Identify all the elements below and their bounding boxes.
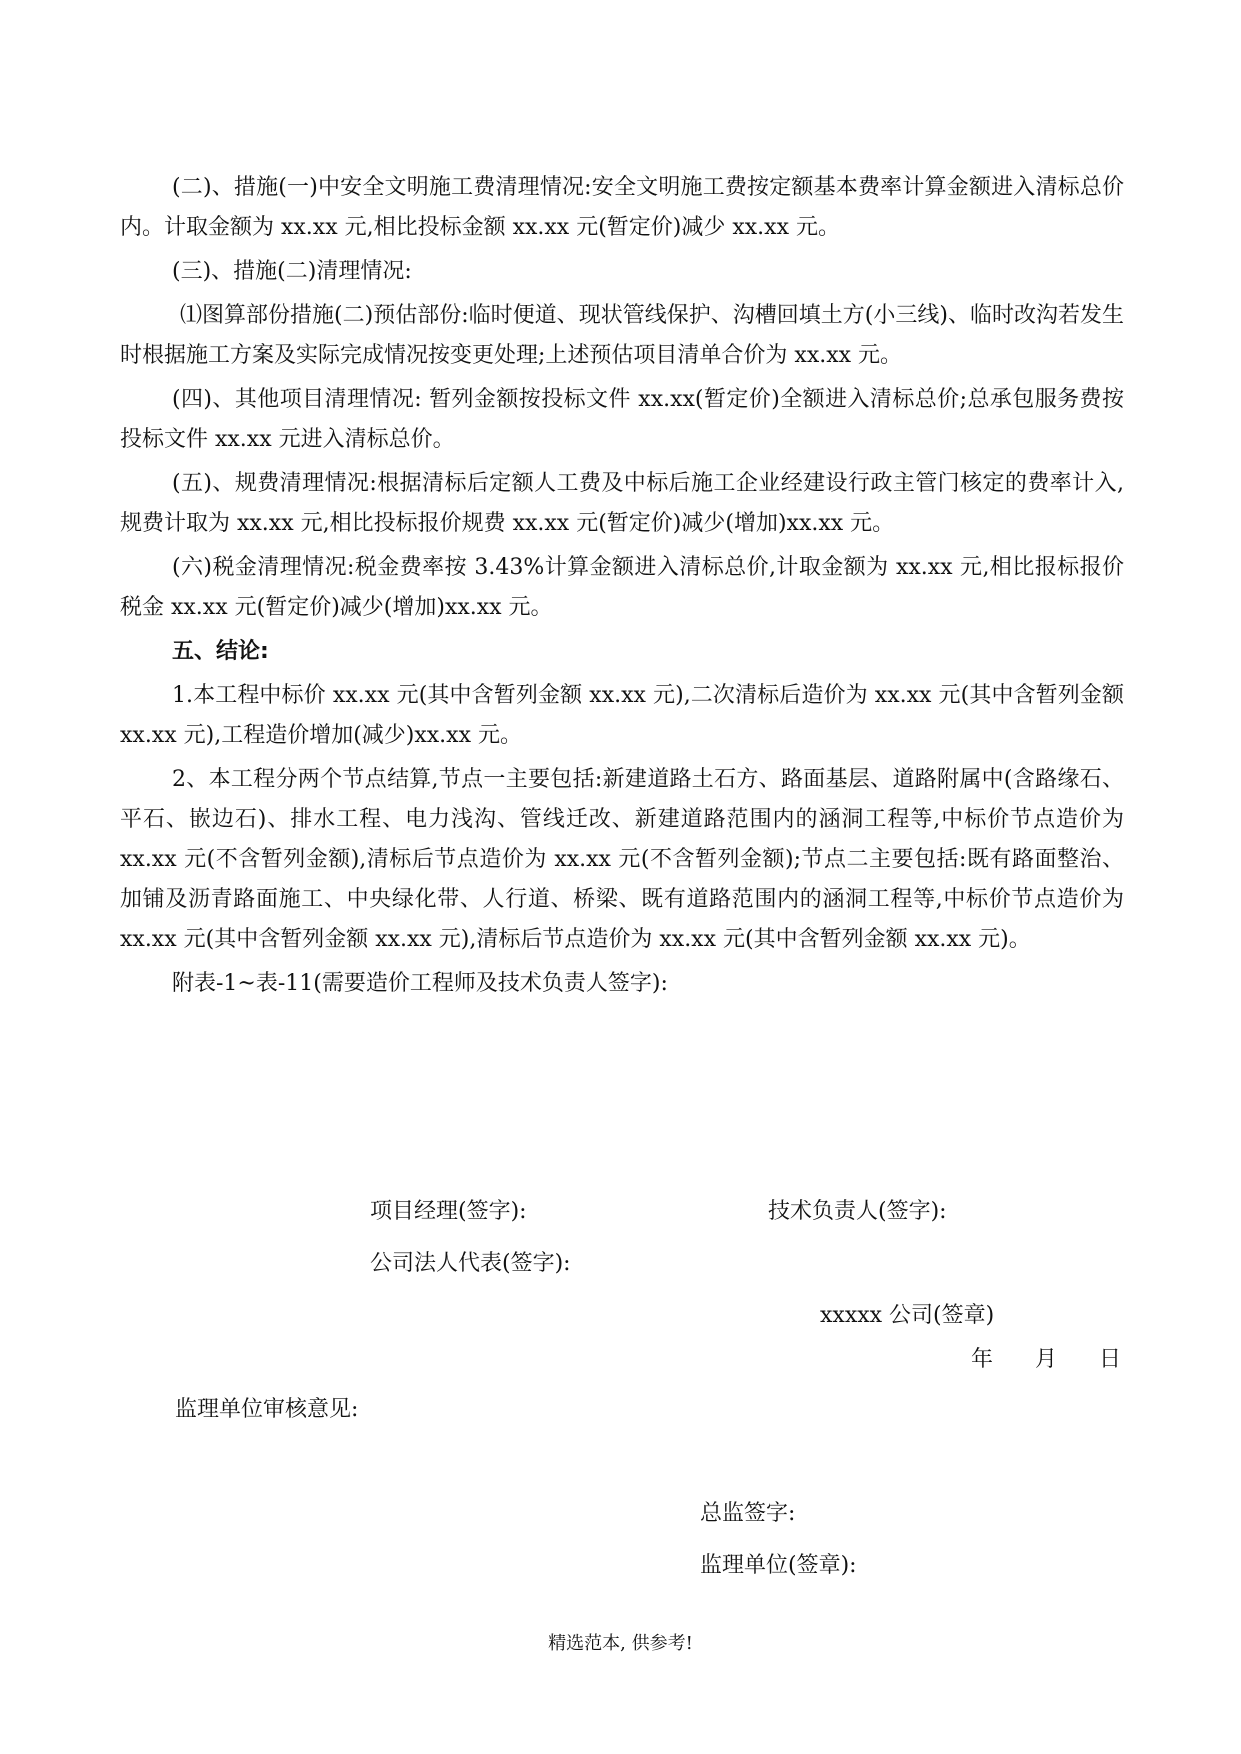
paragraph-regulatory-fees: (五)、规费清理情况:根据清标后定额人工费及中标后施工企业经建设行政主管门核定的费率计入,规费计取为 xx.xx 元,相比投标报价规费 xx.xx 元(暂定价)减少(增加)xx.xx 元。 bbox=[120, 471, 1124, 536]
date-row bbox=[950, 1340, 1142, 1380]
paragraph-tax: (六)税金清理情况:税金费率按 3.43%计算金额进入清标总价,计取金额为 xx.xx 元,相比报标报价税金 xx.xx 元(暂定价)减少(增加)xx.xx 元。 bbox=[120, 555, 1124, 620]
section-heading-conclusion: 五、结论: bbox=[172, 639, 269, 664]
supervision-chief-signature: 总监签字: bbox=[700, 1501, 796, 1526]
company-seal: xxxxx 公司(签章) bbox=[820, 1303, 995, 1328]
signature-legal-rep: 公司法人代表(签字): bbox=[370, 1251, 571, 1276]
date-year: 年 bbox=[970, 1347, 993, 1372]
paragraph-estimated-items: ⑴图算部份措施(二)预估部份:临时便道、现状管线保护、沟槽回填土方(小三线)、临时改沟若发生时根据施工方案及实际完成情况按变更处理;上述预估项目清单合价为 xx.xx 元。 bbox=[120, 303, 1124, 368]
paragraph-conclusion-2: 2、本工程分两个节点结算,节点一主要包括:新建道路土石方、路面基层、道路附属中(含路缘石、平石、嵌边石)、排水工程、电力浅沟、管线迁改、新建道路范围内的涵洞工程等,中标价节点造价为 xx.xx 元(不含暂列金额),清标后节点造价为 xx.xx 元(不含暂列金额);节点二主要包括:既有路面整治、加铺及沥青路面施工、中央绿化带、人行道、桥梁、既有道路范围内的涵洞工程等,中标价节点造价为 xx.xx 元(其中含暂列金额 xx.xx 元),清标后节点造价为 xx.xx 元(其中含暂列金额 xx.xx 元)。 bbox=[120, 767, 1124, 952]
supervision-opinion-label: 监理单位审核意见: bbox=[175, 1397, 359, 1422]
date-month: 月 bbox=[1034, 1347, 1057, 1372]
document-body bbox=[120, 168, 1124, 1008]
paragraph-other-items: (四)、其他项目清理情况: 暂列金额按投标文件 xx.xx(暂定价)全额进入清标总价;总承包服务费按投标文件 xx.xx 元进入清标总价。 bbox=[120, 387, 1124, 452]
signature-technical-lead: 技术负责人(签字): bbox=[768, 1199, 947, 1224]
paragraph-safety-fee: (二)、措施(一)中安全文明施工费清理情况:安全文明施工费按定额基本费率计算金额进入清标总价内。计取金额为 xx.xx 元,相比投标金额 xx.xx 元(暂定价)减少 xx.xx 元。 bbox=[120, 175, 1124, 240]
page-footer: 精选范本, 供参考! bbox=[548, 1633, 693, 1654]
paragraph-conclusion-1: 1.本工程中标价 xx.xx 元(其中含暂列金额 xx.xx 元),二次清标后造价为 xx.xx 元(其中含暂列金额 xx.xx 元),工程造价增加(减少)xx.xx 元。 bbox=[120, 683, 1124, 748]
signature-project-manager: 项目经理(签字): bbox=[370, 1199, 527, 1224]
paragraph-measures-two-heading: (三)、措施(二)清理情况: bbox=[172, 259, 412, 284]
date-day: 日 bbox=[1098, 1347, 1121, 1372]
paragraph-appendix: 附表-1~表-11(需要造价工程师及技术负责人签字): bbox=[172, 971, 668, 996]
supervision-unit-seal: 监理单位(签章): bbox=[700, 1553, 857, 1578]
